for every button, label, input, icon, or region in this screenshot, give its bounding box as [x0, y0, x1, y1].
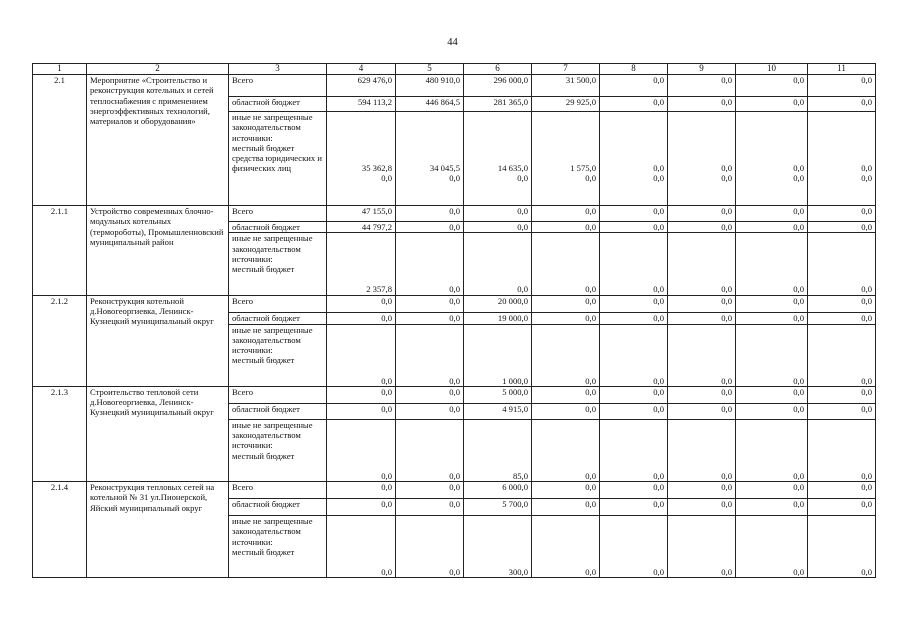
value-total: 0,0: [668, 482, 736, 499]
source-local-label: местный бюджет: [232, 547, 295, 558]
value-local: 0,0: [653, 375, 664, 386]
value-local: 0,0: [721, 375, 732, 386]
source-other-cell: [229, 516, 327, 578]
value-total: 0,0: [736, 295, 808, 312]
table-row: [33, 75, 876, 97]
value-total: 47 155,0: [327, 206, 396, 222]
value-total: 0,0: [600, 75, 668, 97]
value-regional: 0,0: [668, 403, 736, 419]
table-row: [33, 482, 876, 499]
value-regional: 0,0: [600, 499, 668, 516]
value-total: 0,0: [668, 75, 736, 97]
value-local: 0,0: [861, 284, 872, 295]
value-total: 0,0: [808, 206, 876, 222]
value-local: 1 575,0: [570, 163, 596, 173]
value-local: 0,0: [861, 375, 872, 386]
value-other: [600, 233, 668, 295]
item-code: 2.1: [33, 75, 87, 206]
value-legal: 0,0: [653, 173, 664, 184]
value-local: 0,0: [793, 567, 804, 578]
value-total: 20 000,0: [464, 295, 532, 312]
source-regional-label: областной бюджет: [229, 222, 327, 233]
value-total: 0,0: [808, 386, 876, 403]
value-total: 5 000,0: [464, 386, 532, 403]
header-col-7: 7: [532, 64, 600, 75]
value-other: [396, 112, 464, 206]
value-total: 0,0: [532, 386, 600, 403]
table-row: [33, 206, 876, 222]
value-local: 34 045,5: [429, 163, 460, 173]
value-other: [668, 324, 736, 386]
value-other: [668, 419, 736, 481]
value-total: 0,0: [668, 206, 736, 222]
value-local: 0,0: [793, 163, 804, 173]
header-col-11: 11: [808, 64, 876, 75]
value-local: 0,0: [653, 163, 664, 173]
source-other-cell: [229, 233, 327, 295]
value-regional: 0,0: [327, 312, 396, 324]
item-name: Реконструкция котельной д.Новогеоргиевка, Ленинск-Кузнецкий муниципальный округ: [87, 295, 229, 386]
value-local: 0,0: [721, 284, 732, 295]
value-local: 0,0: [721, 470, 732, 481]
value-other: [808, 233, 876, 295]
value-regional: 0,0: [464, 222, 532, 233]
value-local: 0,0: [449, 375, 460, 386]
value-other: [327, 112, 396, 206]
source-other-cell: [229, 324, 327, 386]
value-total: 0,0: [327, 482, 396, 499]
source-other-label: иные не запрещенные законодательством источники:: [232, 324, 313, 356]
value-regional: 446 864,5: [396, 97, 464, 112]
value-total: 0,0: [600, 295, 668, 312]
value-other: [600, 419, 668, 481]
value-regional: 594 113,2: [327, 97, 396, 112]
value-total: 0,0: [600, 386, 668, 403]
source-regional-label: областной бюджет: [229, 312, 327, 324]
source-legal-label: средства юридических и физических лиц: [232, 153, 322, 174]
source-other-label: иные не запрещенные законодательством источники:: [232, 233, 313, 264]
value-regional: 0,0: [532, 403, 600, 419]
value-local: 0,0: [653, 470, 664, 481]
value-regional: 0,0: [600, 222, 668, 233]
value-local: 0,0: [861, 567, 872, 578]
value-local: 0,0: [793, 470, 804, 481]
value-regional: 0,0: [396, 499, 464, 516]
source-total-label: Всего: [229, 75, 327, 97]
value-regional: 0,0: [600, 97, 668, 112]
item-name: Реконструкция тепловых сетей на котельной № 31 ул.Пионерской, Яйский муниципальный округ: [87, 482, 229, 578]
value-regional: 0,0: [668, 499, 736, 516]
value-other: [327, 419, 396, 481]
header-col-4: 4: [327, 64, 396, 75]
value-total: 0,0: [396, 206, 464, 222]
value-local: 300,0: [508, 567, 528, 578]
value-regional: 5 700,0: [464, 499, 532, 516]
source-local-label: местный бюджет: [232, 450, 295, 461]
item-code: 2.1.2: [33, 295, 87, 386]
value-regional: 0,0: [668, 222, 736, 233]
value-other: [736, 419, 808, 481]
source-regional-label: областной бюджет: [229, 499, 327, 516]
value-local: 0,0: [585, 567, 596, 578]
value-other: [736, 324, 808, 386]
value-regional: 0,0: [736, 97, 808, 112]
value-local: 35 362,8: [361, 163, 392, 173]
source-other-label: иные не запрещенные законодательством источники:: [232, 112, 313, 143]
value-total: 0,0: [532, 482, 600, 499]
value-regional: 29 925,0: [532, 97, 600, 112]
value-local: 2 357,8: [366, 284, 392, 295]
value-other: [396, 324, 464, 386]
item-code: 2.1.3: [33, 386, 87, 481]
value-other: [600, 324, 668, 386]
value-local: 0,0: [585, 284, 596, 295]
value-regional: 0,0: [396, 312, 464, 324]
header-col-9: 9: [668, 64, 736, 75]
value-regional: 0,0: [808, 403, 876, 419]
source-total-label: Всего: [229, 386, 327, 403]
value-other: [668, 516, 736, 578]
value-regional: 0,0: [396, 403, 464, 419]
value-local: 0,0: [721, 163, 732, 173]
value-other: [327, 324, 396, 386]
value-regional: 4 915,0: [464, 403, 532, 419]
value-regional: 0,0: [736, 222, 808, 233]
header-col-10: 10: [736, 64, 808, 75]
value-other: [396, 233, 464, 295]
value-regional: 0,0: [327, 403, 396, 419]
value-total: 0,0: [532, 295, 600, 312]
value-other: [532, 419, 600, 481]
value-regional: 0,0: [668, 97, 736, 112]
value-total: 0,0: [396, 295, 464, 312]
value-local: 1 000,0: [502, 375, 528, 386]
value-local: 85,0: [512, 470, 528, 481]
value-other: [464, 233, 532, 295]
value-regional: 0,0: [668, 312, 736, 324]
value-local: 0,0: [793, 284, 804, 295]
source-local-label: местный бюджет: [232, 264, 295, 275]
value-total: 0,0: [668, 386, 736, 403]
value-other: [808, 324, 876, 386]
value-other: [736, 233, 808, 295]
value-other: [532, 112, 600, 206]
value-regional: 19 000,0: [464, 312, 532, 324]
value-other: [808, 516, 876, 578]
value-legal: 0,0: [381, 173, 392, 184]
value-other: [327, 516, 396, 578]
value-local: 0,0: [653, 567, 664, 578]
value-total: 0,0: [808, 75, 876, 97]
source-regional-label: областной бюджет: [229, 97, 327, 112]
value-total: 31 500,0: [532, 75, 600, 97]
value-other: [736, 516, 808, 578]
value-other: [532, 324, 600, 386]
table-row: [33, 386, 876, 403]
value-local: 0,0: [721, 567, 732, 578]
value-local: 0,0: [381, 375, 392, 386]
source-total-label: Всего: [229, 482, 327, 499]
value-local: 0,0: [653, 284, 664, 295]
value-other: [668, 233, 736, 295]
source-total-label: Всего: [229, 295, 327, 312]
value-other: [808, 112, 876, 206]
value-regional: 0,0: [808, 222, 876, 233]
value-other: [464, 112, 532, 206]
value-other: [464, 516, 532, 578]
value-other: [532, 233, 600, 295]
source-other-label: иные не запрещенные законодательством источники:: [232, 516, 313, 547]
source-local-label: местный бюджет: [232, 142, 295, 153]
value-local: 0,0: [585, 470, 596, 481]
budget-table: [32, 63, 876, 578]
value-other: [736, 112, 808, 206]
header-col-8: 8: [600, 64, 668, 75]
value-legal: 0,0: [861, 173, 872, 184]
value-local: 0,0: [449, 470, 460, 481]
value-legal: 0,0: [585, 173, 596, 184]
value-regional: 0,0: [396, 222, 464, 233]
table-row: [33, 295, 876, 312]
source-other-label: иные не запрещенные законодательством источники:: [232, 419, 313, 451]
value-local: 0,0: [381, 567, 392, 578]
value-regional: 0,0: [532, 222, 600, 233]
value-total: 6 000,0: [464, 482, 532, 499]
value-other: [396, 516, 464, 578]
value-total: 0,0: [532, 206, 600, 222]
header-col-3: 3: [229, 64, 327, 75]
value-local: 0,0: [517, 284, 528, 295]
value-legal: 0,0: [721, 173, 732, 184]
value-other: [600, 112, 668, 206]
value-local: 14 635,0: [497, 163, 528, 173]
value-total: 480 910,0: [396, 75, 464, 97]
value-local: 0,0: [449, 284, 460, 295]
item-name: Мероприятие «Строительство и реконструкция котельных и сетей теплоснабжения с применением энергоэффективных технологий, материалов и оборудования»: [87, 75, 229, 206]
value-other: [464, 419, 532, 481]
value-total: 0,0: [736, 206, 808, 222]
value-legal: 0,0: [517, 173, 528, 184]
item-name: Устройство современных блочно-модульных котельных (термороботы), Промышленновский муниципальный район: [87, 206, 229, 296]
value-regional: 0,0: [808, 97, 876, 112]
value-total: 0,0: [327, 295, 396, 312]
value-other: [327, 233, 396, 295]
value-regional: 0,0: [808, 499, 876, 516]
source-local-label: местный бюджет: [232, 355, 295, 366]
value-total: 0,0: [736, 386, 808, 403]
value-legal: 0,0: [449, 173, 460, 184]
header-col-1: 1: [33, 64, 87, 75]
value-other: [396, 419, 464, 481]
value-total: 0,0: [808, 482, 876, 499]
value-regional: 0,0: [327, 499, 396, 516]
value-total: 0,0: [736, 482, 808, 499]
value-regional: 0,0: [600, 312, 668, 324]
value-other: [600, 516, 668, 578]
value-total: 0,0: [396, 482, 464, 499]
value-regional: 0,0: [600, 403, 668, 419]
value-other: [808, 419, 876, 481]
value-total: 0,0: [668, 295, 736, 312]
value-regional: 0,0: [736, 403, 808, 419]
value-local: 0,0: [793, 375, 804, 386]
header-col-2: 2: [87, 64, 229, 75]
value-local: 0,0: [585, 375, 596, 386]
item-code: 2.1.1: [33, 206, 87, 296]
value-total: 0,0: [736, 75, 808, 97]
value-total: 0,0: [600, 482, 668, 499]
value-total: 0,0: [327, 386, 396, 403]
value-regional: 0,0: [736, 312, 808, 324]
value-total: 629 476,0: [327, 75, 396, 97]
value-total: 296 000,0: [464, 75, 532, 97]
value-local: 0,0: [861, 163, 872, 173]
value-total: 0,0: [808, 295, 876, 312]
source-total-label: Всего: [229, 206, 327, 222]
source-other-cell: [229, 419, 327, 481]
value-local: 0,0: [449, 567, 460, 578]
value-total: 0,0: [396, 386, 464, 403]
value-local: 0,0: [381, 470, 392, 481]
value-regional: 44 797,2: [327, 222, 396, 233]
item-name: Строительство тепловой сети д.Новогеоргиевка, Ленинск-Кузнецкий муниципальный округ: [87, 386, 229, 481]
value-other: [532, 516, 600, 578]
value-regional: 0,0: [808, 312, 876, 324]
header-col-6: 6: [464, 64, 532, 75]
value-legal: 0,0: [793, 173, 804, 184]
header-row: [33, 64, 876, 75]
value-total: 0,0: [464, 206, 532, 222]
value-local: 0,0: [861, 470, 872, 481]
item-code: 2.1.4: [33, 482, 87, 578]
value-regional: 281 365,0: [464, 97, 532, 112]
header-col-5: 5: [396, 64, 464, 75]
value-other: [668, 112, 736, 206]
value-total: 0,0: [600, 206, 668, 222]
value-regional: 0,0: [532, 499, 600, 516]
source-regional-label: областной бюджет: [229, 403, 327, 419]
value-regional: 0,0: [532, 312, 600, 324]
page-number: 44: [447, 37, 458, 48]
value-regional: 0,0: [736, 499, 808, 516]
source-other-cell: [229, 112, 327, 206]
value-other: [464, 324, 532, 386]
